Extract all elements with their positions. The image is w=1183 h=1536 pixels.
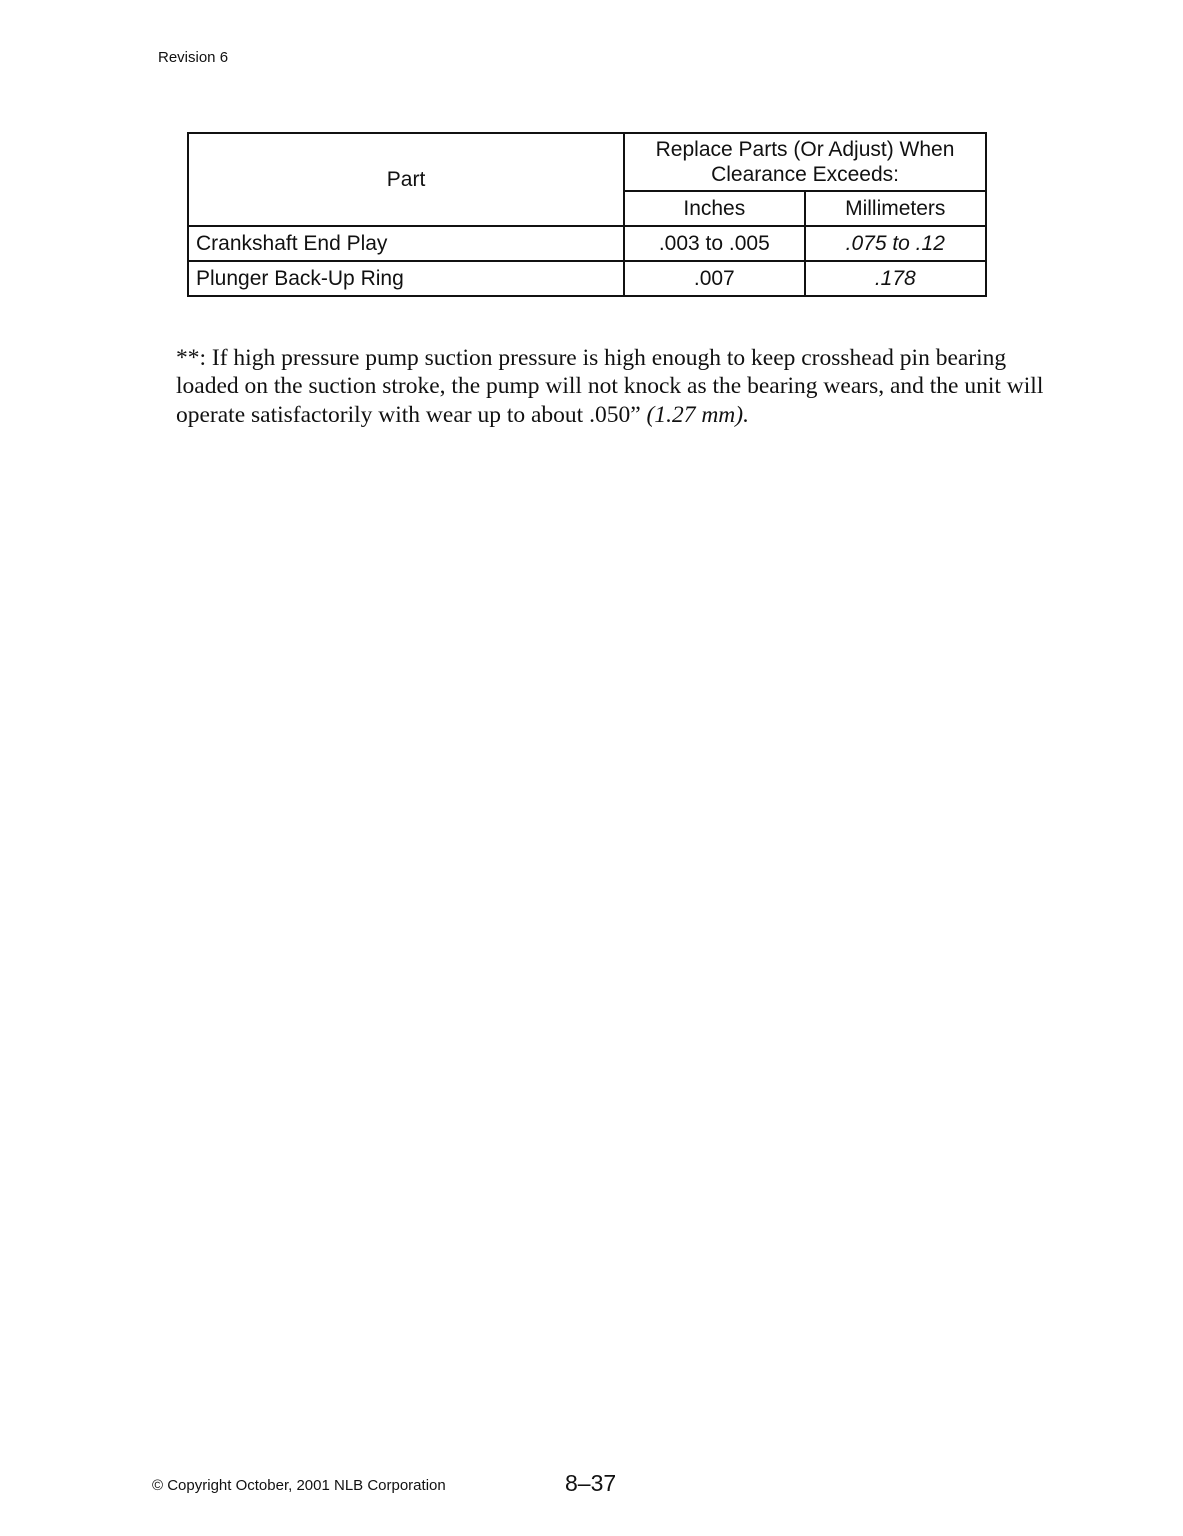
table-header-row xyxy=(188,133,986,191)
millimeters-cell: .178 xyxy=(805,261,986,296)
footnote-metric: (1.27 mm). xyxy=(646,401,749,428)
inches-cell: .007 xyxy=(624,261,804,296)
millimeters-column-header: Millimeters xyxy=(805,191,986,226)
page-number: 8–37 xyxy=(565,1470,617,1496)
copyright-notice: © Copyright October, 2001 NLB Corporation xyxy=(152,1477,446,1494)
clearance-table xyxy=(187,132,987,297)
footnote-text: **: If high pressure pump suction pressure is high enough to keep crosshead pin bearing loaded on the suction stroke, the pump will not knock as the bearing wears, and the unit will operate satisfactorily with wear up to about .050” xyxy=(176,344,1044,428)
footnote-paragraph xyxy=(176,344,1046,430)
replace-column-header: Replace Parts (Or Adjust) When Clearance Exceeds: xyxy=(624,133,986,191)
revision-label: Revision 6 xyxy=(158,49,229,66)
table-row xyxy=(188,226,986,261)
part-cell: Plunger Back-Up Ring xyxy=(188,261,624,296)
inches-cell: .003 to .005 xyxy=(624,226,804,261)
part-cell: Crankshaft End Play xyxy=(188,226,624,261)
table-row xyxy=(188,261,986,296)
inches-column-header: Inches xyxy=(624,191,804,226)
millimeters-cell: .075 to .12 xyxy=(805,226,986,261)
part-column-header: Part xyxy=(188,133,624,226)
